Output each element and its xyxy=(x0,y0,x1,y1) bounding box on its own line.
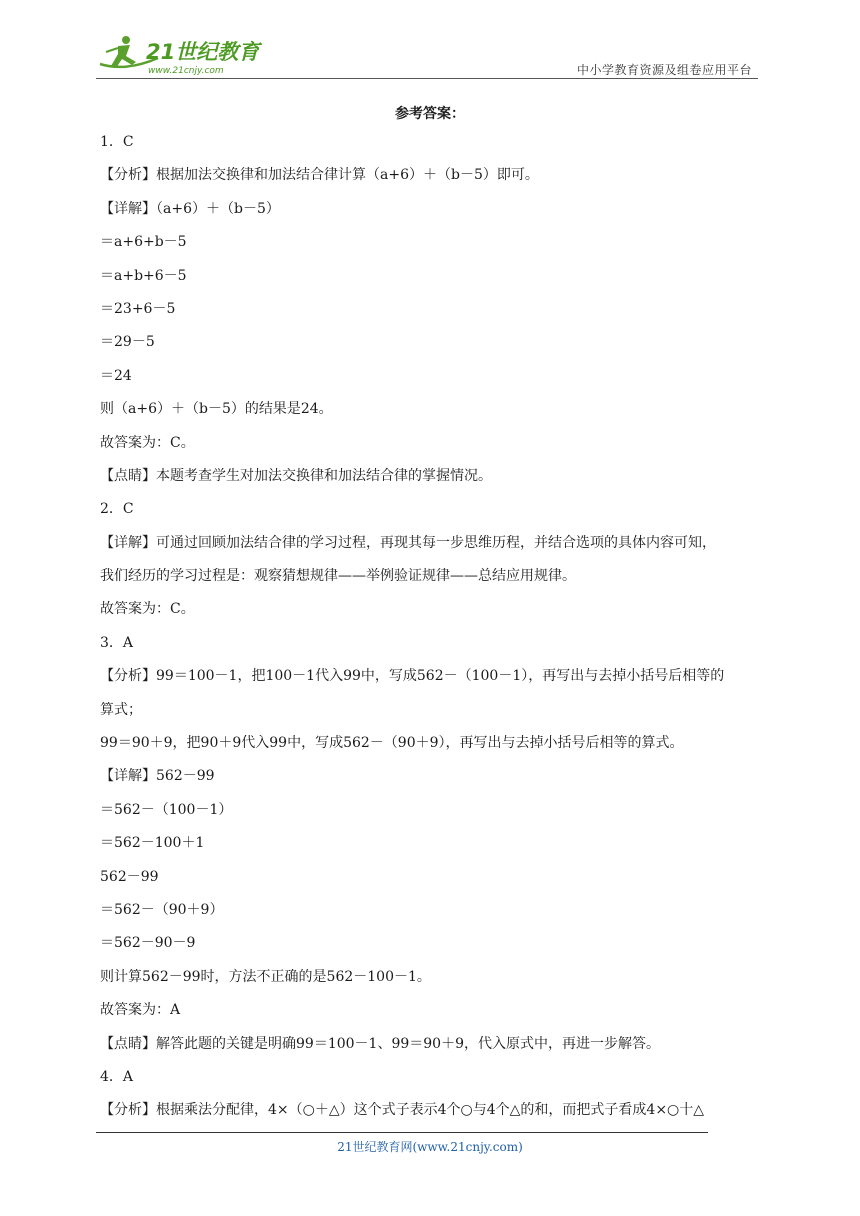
text-line: 【分析】根据加法交换律和加法结合律计算（a+6）＋（b－5）即可。 xyxy=(100,167,539,184)
runner-logo-icon xyxy=(96,32,266,76)
logo-wordmark: 21世纪教育 xyxy=(146,40,260,64)
text-line: ＝562－（90＋9） xyxy=(100,901,224,918)
text-line: ＝29－5 xyxy=(100,334,155,351)
text-line: ＝23+6－5 xyxy=(100,300,176,317)
text-line: 算式； xyxy=(100,701,142,718)
text-line: 故答案为：C。 xyxy=(100,434,195,451)
answer-content xyxy=(100,131,760,1133)
text-line: 则（a+6）＋（b－5）的结果是24。 xyxy=(100,401,333,418)
logo xyxy=(96,32,266,76)
text-line: 【分析】99＝100－1，把100－1代入99中，写成562－（100－1），再写出与去掉小括号后相等的 xyxy=(100,668,725,685)
text-line: 1．C xyxy=(100,134,134,150)
text-line: 3．A xyxy=(100,634,134,651)
logo-url: www.21cnjy.com xyxy=(148,66,224,76)
text-line: ＝a+6+b－5 xyxy=(100,234,187,251)
text-line: 故答案为：C。 xyxy=(100,601,195,618)
text-line: 【详解】562－99 xyxy=(100,768,215,785)
text-line: 【详解】（a+6）＋（b－5） xyxy=(100,200,280,217)
text-line: 【分析】根据乘法分配律，4×（○＋△）这个式子表示4个○与4个△的和，而把式子看成4×○十△ xyxy=(100,1102,705,1119)
text-line: 【详解】可通过回顾加法结合律的学习过程，再现其每一步思维历程，并结合选项的具体内容可知， xyxy=(100,534,716,551)
text-line: ＝a+b+6－5 xyxy=(100,267,187,284)
page-header xyxy=(96,30,758,78)
footer-text[interactable]: 21世纪教育网(www.21cnjy.com) xyxy=(337,1140,523,1154)
text-line: 2．C xyxy=(100,501,134,518)
text-line: 我们经历的学习过程是：观察猜想规律——举例验证规律——总结应用规律。 xyxy=(100,568,576,585)
text-line: 562－99 xyxy=(100,868,159,885)
text-line: 【点睛】解答此题的关键是明确99＝100－1、99＝90＋9，代入原式中，再进一步解答。 xyxy=(100,1035,660,1052)
text-line: 99＝90＋9，把90＋9代入99中，写成562－（90＋9），再写出与去掉小括号后相等的算式。 xyxy=(100,735,684,752)
footer-divider xyxy=(96,1132,708,1133)
header-divider xyxy=(96,78,758,79)
text-line: 故答案为：A xyxy=(100,1002,181,1019)
text-line: 【点睛】本题考查学生对加法交换律和加法结合律的掌握情况。 xyxy=(100,467,492,484)
text-line: ＝562－100＋1 xyxy=(100,835,205,852)
page-title: 参考答案： xyxy=(395,106,465,122)
text-line: 4．A xyxy=(100,1068,134,1085)
platform-name: 中小学教育资源及组卷应用平台 xyxy=(576,63,752,77)
text-line: ＝24 xyxy=(100,367,132,384)
text-line: ＝562－90－9 xyxy=(100,935,196,952)
text-line: ＝562－（100－1） xyxy=(100,801,233,818)
text-line: 则计算562－99时，方法不正确的是562－100－1。 xyxy=(100,968,431,985)
